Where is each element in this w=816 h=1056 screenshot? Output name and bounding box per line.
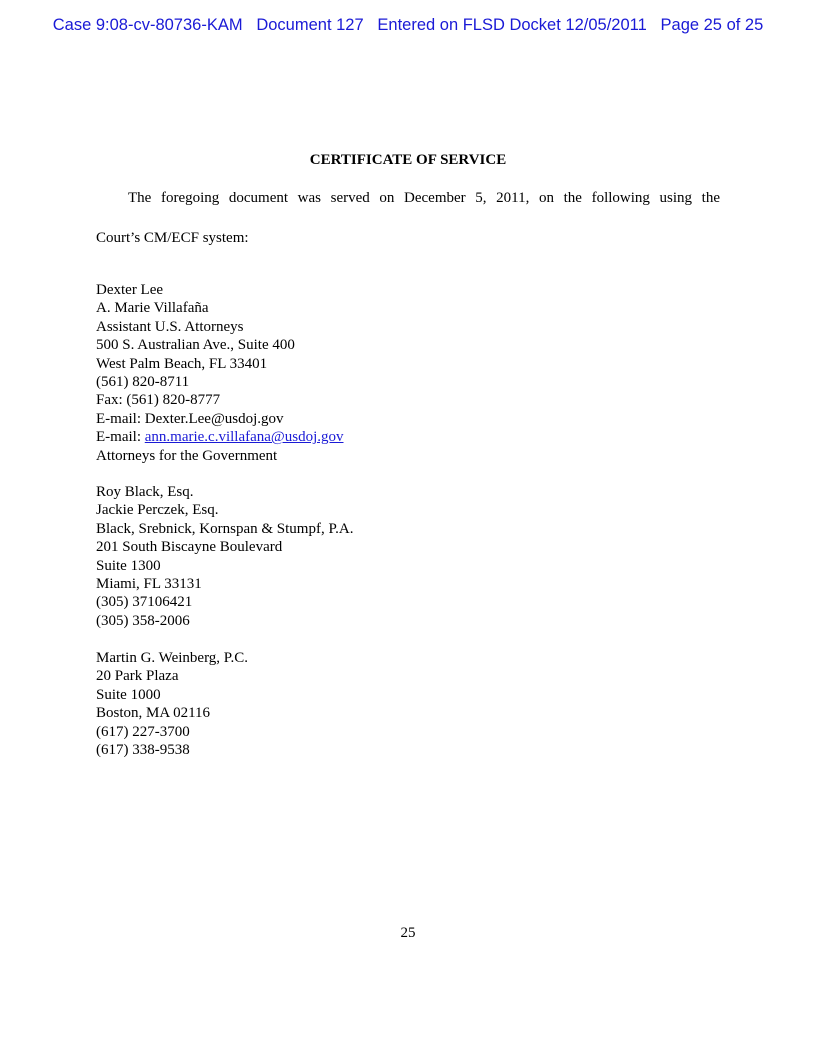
recipient-street: 20 Park Plaza <box>96 668 179 685</box>
recipient-phone: (305) 358-2006 <box>96 612 190 629</box>
recipient-title: Assistant U.S. Attorneys <box>96 318 244 335</box>
recipient-name: A. Marie Villafaña <box>96 300 209 317</box>
document-title: CERTIFICATE OF SERVICE <box>309 152 507 168</box>
recipient-suite: Suite 1300 <box>96 557 161 574</box>
service-statement: The foregoing document was served on December 5, 2011, on the following using the <box>128 190 720 206</box>
recipient-block-weinberg <box>96 649 596 759</box>
recipient-city: West Palm Beach, FL 33401 <box>96 355 268 372</box>
recipient-street: 500 S. Australian Ave., Suite 400 <box>96 337 295 354</box>
recipient-phone: (617) 338-9538 <box>96 742 190 759</box>
service-statement-continued: Court’s CM/ECF system: <box>96 230 249 246</box>
email-prefix: E-mail: <box>96 429 145 446</box>
recipient-fax: Fax: (561) 820-8777 <box>96 392 221 409</box>
recipient-city: Miami, FL 33131 <box>96 576 202 593</box>
recipient-phone: (561) 820-8711 <box>96 374 190 391</box>
recipient-firm: Black, Srebnick, Kornspan & Stumpf, P.A. <box>96 520 354 537</box>
recipient-role: Attorneys for the Government <box>96 447 278 464</box>
recipient-suite: Suite 1000 <box>96 686 161 703</box>
page-number: 25 <box>400 925 416 941</box>
recipient-street: 201 South Biscayne Boulevard <box>96 539 283 556</box>
recipient-city: Boston, MA 02116 <box>96 705 211 722</box>
recipient-name: Jackie Perczek, Esq. <box>96 502 219 519</box>
recipient-block-black-srebnick <box>96 483 596 630</box>
recipient-phone: (617) 227-3700 <box>96 723 190 740</box>
recipient-name: Dexter Lee <box>96 282 164 298</box>
recipient-block-government <box>96 281 596 465</box>
ecf-filing-stamp: Case 9:08-cv-80736-KAM Document 127 Entered on FLSD Docket 12/05/2011 Page 25 of 25 <box>52 16 764 34</box>
email-link[interactable]: ann.marie.c.villafana@usdoj.gov <box>144 429 344 446</box>
recipient-phone: (305) 37106421 <box>96 594 193 611</box>
recipient-email: E-mail: Dexter.Lee@usdoj.gov <box>96 410 284 427</box>
recipient-name: Martin G. Weinberg, P.C. <box>96 650 248 666</box>
recipient-email-linked <box>96 428 596 446</box>
recipient-name: Roy Black, Esq. <box>96 484 194 500</box>
